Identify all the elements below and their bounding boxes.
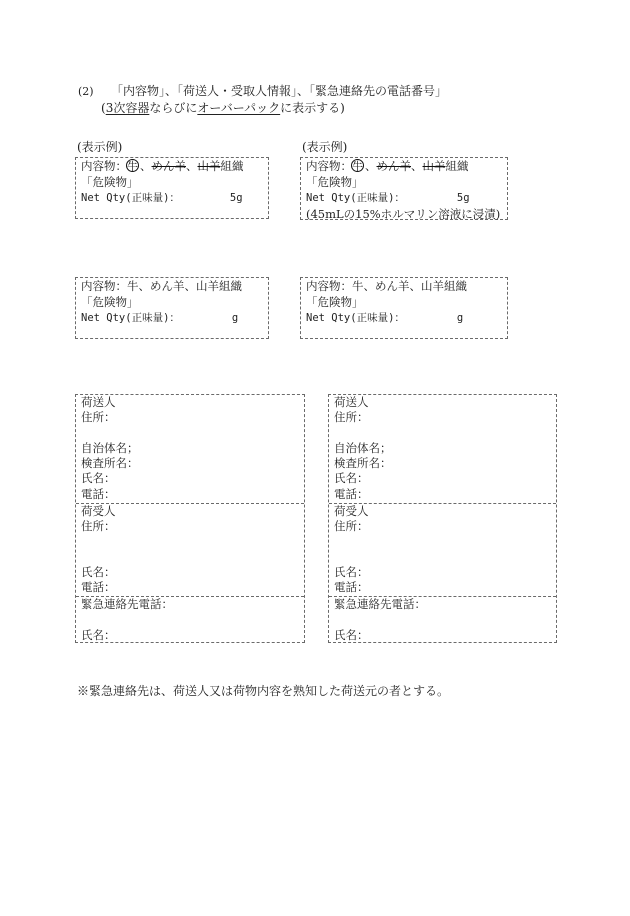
emergency-name-label: 氏名：	[81, 627, 116, 642]
consignee-address-label: 住所：	[81, 519, 116, 534]
consignee-title: 荷受人	[334, 504, 369, 518]
section-subheading	[101, 101, 345, 117]
contents-label: 内容物：	[306, 159, 352, 173]
consignee-phone-label: 電話：	[334, 580, 369, 595]
consignee-section	[329, 503, 556, 597]
subheading-connector: ならびに	[149, 101, 198, 115]
footnote: ※緊急連絡先は、荷送人又は荷物内容を熟知した荷送元の者とする。	[77, 684, 450, 698]
section-title: 「内容物」、「荷送人・受取人情報」、「緊急連絡先の電話番号」	[111, 84, 448, 98]
contents-line	[306, 159, 507, 175]
consignee-section	[76, 503, 304, 597]
shipper-inspection-office-label: 検査所名：	[81, 456, 139, 471]
emergency-contact-section	[329, 596, 556, 642]
separator: 、	[411, 159, 423, 173]
consignee-name-label: 氏名：	[334, 565, 369, 580]
shipper-name-label: 氏名：	[334, 471, 369, 486]
tertiary-container-term: 3次容器	[105, 101, 150, 115]
overpack-term: オーバーパック	[197, 101, 281, 115]
shipper-phone-label: 電話：	[334, 486, 369, 501]
separator: 、	[365, 159, 377, 173]
shipper-address-label: 住所：	[81, 410, 116, 425]
emergency-phone-label: 緊急連絡先電話：	[81, 597, 173, 611]
quantity-line	[306, 190, 507, 207]
quantity-value: 5g	[229, 192, 243, 204]
quantity-unit: g	[456, 312, 464, 324]
hazard-line: 「危険物」	[81, 174, 139, 189]
quantity-label: Net Qty(正味量)：	[306, 312, 405, 324]
quantity-line	[81, 190, 268, 207]
contents-line: 内容物：牛、めん羊、山羊組織	[306, 279, 467, 293]
example-label-1: (表示例)	[77, 140, 123, 154]
hazard-line: 「危険物」	[306, 174, 364, 189]
quantity-label: Net Qty(正味量)：	[81, 192, 180, 204]
example-label-box-1	[75, 157, 269, 219]
circled-item-cattle: 牛	[127, 160, 138, 173]
consignee-address-label: 住所：	[334, 519, 369, 534]
section-heading	[78, 84, 447, 100]
emergency-phone-label: 緊急連絡先電話：	[334, 597, 426, 611]
subheading-suffix: に表示する)	[280, 101, 345, 115]
hazard-line: 「危険物」	[306, 294, 364, 309]
shipper-municipality-label: 自治体名；	[81, 440, 139, 455]
separator: 、	[186, 159, 198, 173]
contents-tissue: 組織	[445, 159, 469, 173]
shipper-section	[329, 395, 556, 504]
shipper-municipality-label: 自治体名；	[334, 440, 392, 455]
blank-label-box-2	[300, 277, 508, 339]
quantity-line	[306, 310, 507, 327]
shipper-title: 荷送人	[81, 395, 116, 409]
address-form-1	[75, 394, 305, 643]
consignee-phone-label: 電話：	[81, 580, 116, 595]
shipper-address-label: 住所：	[334, 410, 369, 425]
contents-label: 内容物：	[81, 159, 127, 173]
subheading-prefix: (	[101, 101, 106, 115]
shipper-name-label: 氏名：	[81, 471, 116, 486]
contents-tissue: 組織	[220, 159, 244, 173]
emergency-name-label: 氏名：	[334, 627, 369, 642]
quantity-unit: g	[231, 312, 239, 324]
contents-line: 内容物：牛、めん羊、山羊組織	[81, 279, 242, 293]
consignee-name-label: 氏名：	[81, 565, 116, 580]
hazard-line: 「危険物」	[81, 294, 139, 309]
circled-item-cattle: 牛	[352, 160, 363, 173]
emergency-contact-section	[76, 596, 304, 642]
address-form-2	[328, 394, 557, 643]
contents-line	[81, 159, 268, 175]
separator: 、	[140, 159, 152, 173]
quantity-line	[81, 310, 268, 327]
struck-item-goat: 山羊	[197, 159, 221, 173]
struck-item-sheep: めん羊	[376, 159, 411, 173]
consignee-title: 荷受人	[81, 504, 116, 518]
quantity-label: Net Qty(正味量)：	[81, 312, 180, 324]
struck-item-sheep: めん羊	[151, 159, 186, 173]
quantity-label: Net Qty(正味量)：	[306, 192, 405, 204]
shipper-phone-label: 電話：	[81, 486, 116, 501]
struck-item-goat: 山羊	[422, 159, 446, 173]
shipper-inspection-office-label: 検査所名：	[334, 456, 392, 471]
section-number: (2)	[78, 85, 94, 98]
example-label-box-2	[300, 157, 508, 220]
preservation-note: (45mLの15%ホルマリン溶液に浸漬)	[306, 206, 501, 221]
quantity-value: 5g	[456, 192, 470, 204]
shipper-section	[76, 395, 304, 504]
shipper-title: 荷送人	[334, 395, 369, 409]
example-label-2: (表示例)	[302, 140, 348, 154]
blank-label-box-1	[75, 277, 269, 339]
